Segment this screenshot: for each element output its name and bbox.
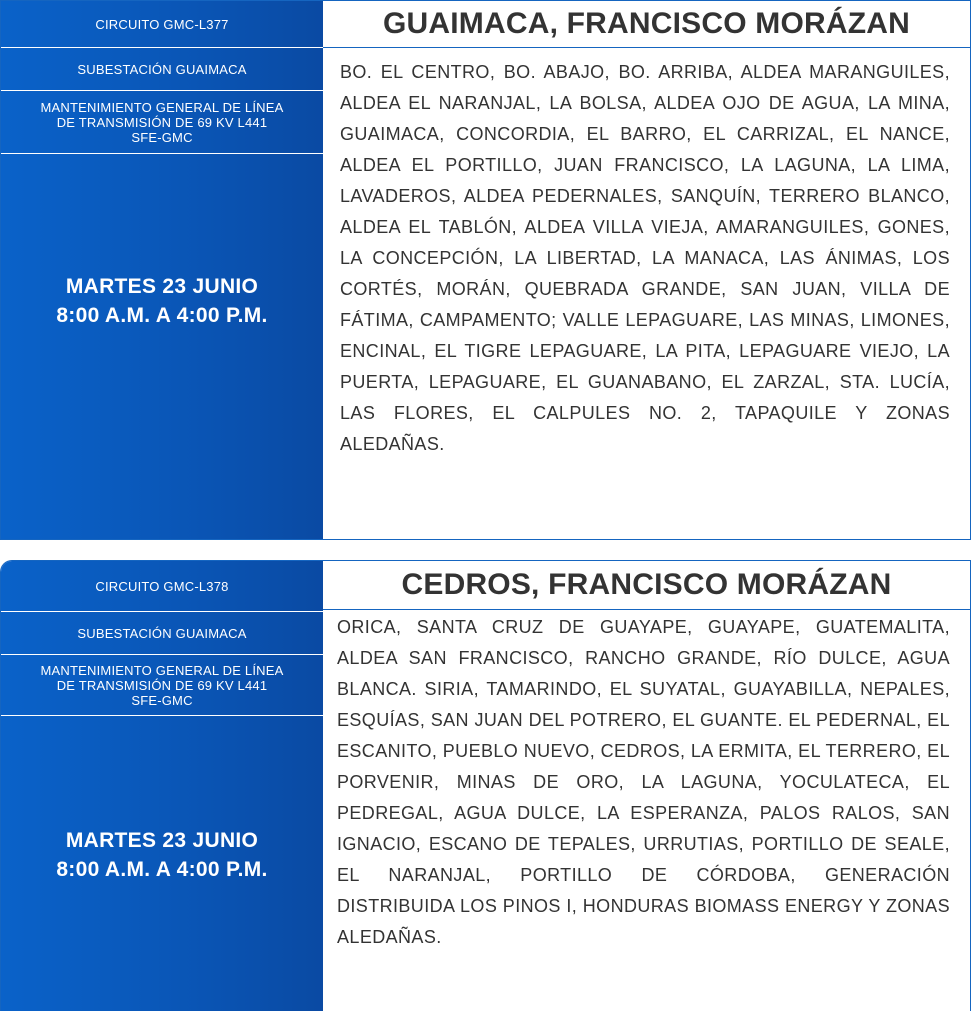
maintenance-line-3: SFE-GMC	[131, 129, 193, 145]
notice-detail-panel	[323, 1, 970, 539]
location-title: CEDROS, FRANCISCO MORÁZAN	[323, 561, 970, 610]
notice-info-panel	[1, 1, 323, 539]
outage-time: 8:00 A.M. A 4:00 P.M.	[56, 858, 268, 881]
affected-areas-text: ORICA, SANTA CRUZ DE GUAYAPE, GUAYAPE, GUATEMALITA, ALDEA SAN FRANCISCO, RANCHO GRANDE, RÍO DULCE, AGUA BLANCA. SIRIA, TAMARINDO, EL SUYATAL, GUAYABILLA, NEPALES, ESQUÍAS, SAN JUAN DEL POTRERO, EL GUANTE. EL PEDERNAL, EL ESCANITO, PUEBLO NUEVO, CEDROS, LA ERMITA, EL TERRERO, EL PORVENIR, MINAS DE ORO, LA LAGUNA, YOCULATECA, EL PEDREGAL, AGUA DULCE, LA ESPERANZA, PALOS RALOS, SAN IGNACIO, ESCANO DE TEPALES, URRUTIAS, PORTILLO DE SEALE, EL NARANJAL, PORTILLO DE CÓRDOBA, GENERACIÓN DISTRIBUIDA LOS PINOS I, HONDURAS BIOMASS ENERGY Y ZONAS ALEDAÑAS.	[337, 617, 950, 947]
schedule-block	[1, 153, 323, 539]
maintenance-line-1: MANTENIMIENTO GENERAL DE LÍNEA	[40, 99, 284, 115]
outage-notice-card-2	[0, 560, 971, 1011]
outage-time: 8:00 A.M. A 4:00 P.M.	[56, 304, 268, 327]
schedule-block	[1, 715, 323, 1011]
maintenance-line-3: SFE-GMC	[131, 692, 193, 708]
maintenance-line-1: MANTENIMIENTO GENERAL DE LÍNEA	[40, 662, 284, 678]
location-title: GUAIMACA, FRANCISCO MORÁZAN	[323, 1, 970, 48]
substation-label: SUBESTACIÓN GUAIMACA	[1, 612, 323, 655]
notice-info-panel	[1, 561, 323, 1011]
substation-label: SUBESTACIÓN GUAIMACA	[1, 48, 323, 91]
maintenance-description	[1, 91, 323, 154]
maintenance-line-2: DE TRANSMISIÓN DE 69 KV L441	[56, 114, 268, 130]
circuit-label: CIRCUITO GMC-L378	[1, 561, 323, 612]
affected-areas-text: BO. EL CENTRO, BO. ABAJO, BO. ARRIBA, ALDEA MARANGUILES, ALDEA EL NARANJAL, LA BOLSA, ALDEA OJO DE AGUA, LA MINA, GUAIMACA, CONCORDIA, EL BARRO, EL CARRIZAL, EL NANCE, ALDEA EL PORTILLO, JUAN FRANCISCO, LA LAGUNA, LA LIMA, LAVADEROS, ALDEA PEDERNALES, SANQUÍN, TERRERO BLANCO, ALDEA EL TABLÓN, ALDEA VILLA VIEJA, AMARANGUILES, GONES, LA CONCEPCIÓN, LA LIBERTAD, LA MANACA, LAS ÁNIMAS, LOS CORTÉS, MORÁN, QUEBRADA GRANDE, SAN JUAN, VILLA DE FÁTIMA, CAMPAMENTO; VALLE LEPAGUARE, LAS MINAS, LIMONES, ENCINAL, EL TIGRE LEPAGUARE, LA PITA, LEPAGUARE VIEJO, LA PUERTA, LEPAGUARE, EL GUANABANO, EL ZARZAL, STA. LUCÍA, LAS FLORES, EL CALPULES NO. 2, TAPAQUILE Y ZONAS ALEDAÑAS.	[340, 62, 950, 454]
notice-detail-panel	[323, 561, 970, 1011]
maintenance-description	[1, 655, 323, 716]
maintenance-line-2: DE TRANSMISIÓN DE 69 KV L441	[56, 677, 268, 693]
circuit-label: CIRCUITO GMC-L377	[1, 1, 323, 48]
outage-date: MARTES 23 JUNIO	[65, 829, 259, 852]
outage-date: MARTES 23 JUNIO	[65, 275, 259, 298]
